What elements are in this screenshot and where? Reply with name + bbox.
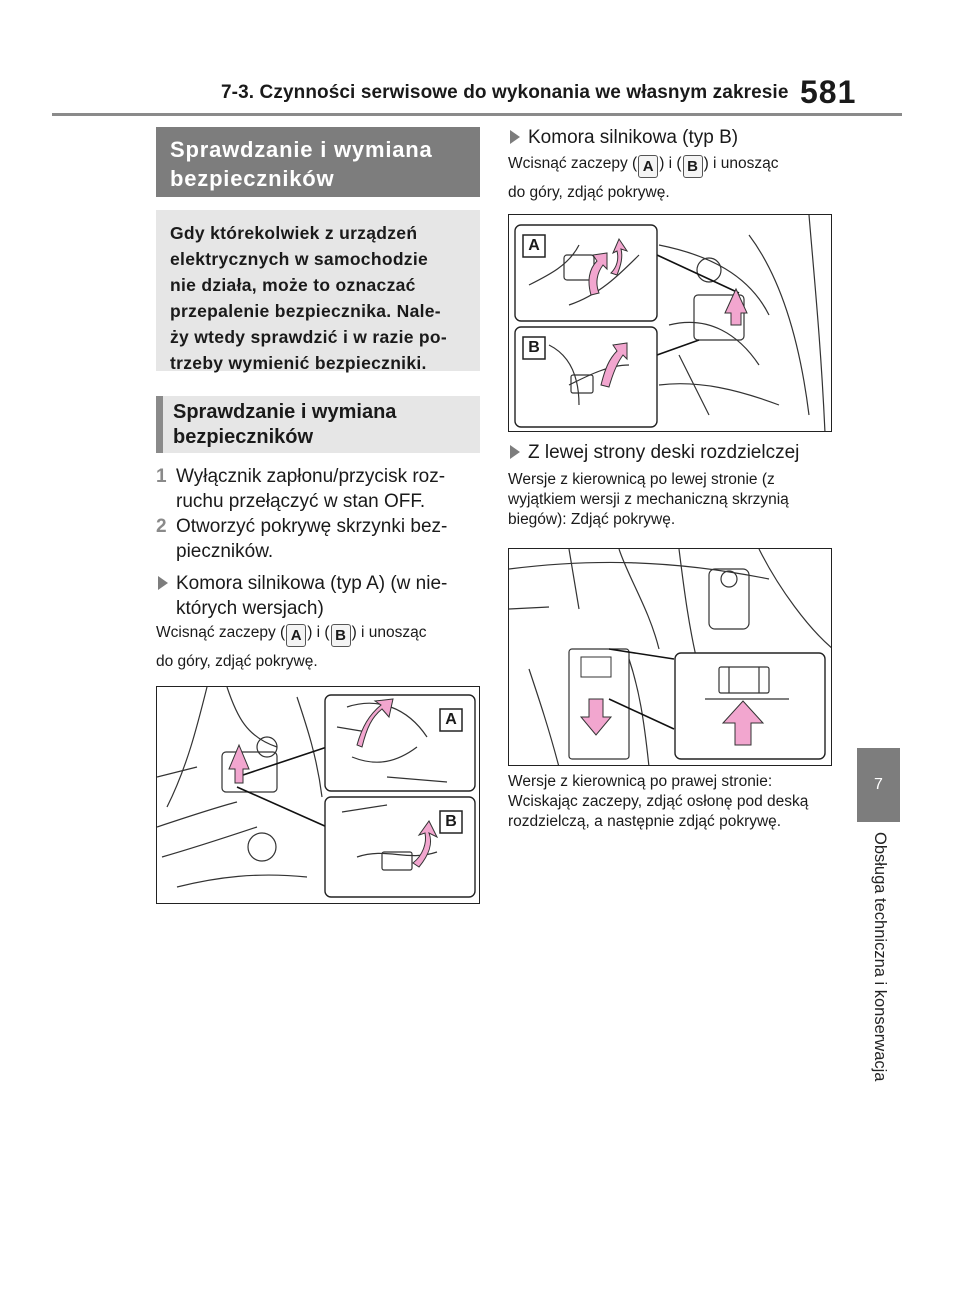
figure-label-b: B	[445, 813, 457, 830]
instruction-text: Wcisnąć zaczepy (	[156, 624, 286, 641]
step-2	[156, 514, 486, 564]
instruction-text: Wcisnąć zaczepy (	[508, 155, 638, 172]
info-box	[156, 210, 480, 371]
figure-engine-type-b	[508, 214, 832, 432]
info-line: elektrycznych w samochodzie	[170, 249, 429, 269]
instruction-type-b	[508, 149, 838, 207]
info-line: przepalenie bezpiecznika. Nale-	[170, 301, 441, 321]
bullet-triangle-icon	[158, 576, 168, 590]
figure-label-b: B	[528, 339, 540, 356]
chapter-label-text: Obsługa techniczna i konserwacja	[870, 832, 889, 1082]
bullet-triangle-icon	[510, 130, 520, 144]
subsection-heading: Sprawdzanie i wymiana bezpieczników	[156, 396, 480, 453]
instruction-text: do góry, zdjąć pokrywę.	[156, 653, 318, 670]
figure-label-a: A	[528, 237, 540, 254]
step-text: Wyłącznik zapłonu/przycisk roz-ruchu przełączyć w stan OFF.	[176, 466, 446, 512]
info-line: ży wtedy sprawdzić i w razie po-	[170, 327, 448, 347]
info-line: nie działa, może to oznaczać	[170, 275, 416, 295]
step-text: Otworzyć pokrywę skrzynki bez-pieczników.	[176, 516, 448, 562]
section-title: 7-3. Czynności serwisowe do wykonania we własnym zakresie	[221, 82, 789, 103]
figure-label-a: A	[445, 711, 457, 728]
key-b-icon: B	[683, 155, 703, 178]
step-1	[156, 464, 486, 514]
step-number: 1	[156, 466, 167, 487]
key-a-icon: A	[286, 624, 306, 647]
instruction-text: do góry, zdjąć pokrywę.	[508, 184, 670, 201]
lhd-instruction: Wersje z kierownicą po lewej stronie (z wyjątkiem wersji z mechaniczną skrzynią biegów): Zdjąć pokrywę.	[508, 471, 789, 528]
chapter-label	[857, 832, 900, 1132]
instruction-text: ) i unosząc	[703, 155, 779, 172]
bullet-engine-type-a	[156, 571, 486, 621]
engine-illustration	[157, 687, 480, 904]
instruction-text: ) i unosząc	[351, 624, 427, 641]
figure-dashboard	[508, 548, 832, 766]
instruction-text: ) i (	[307, 624, 330, 641]
step-number: 2	[156, 516, 167, 537]
rhd-instruction: Wersje z kierownicą po prawej stronie: Wciskając zaczepy, zdjąć osłonę pod deską rozdzielczą, a następnie zdjąć pokrywę.	[508, 773, 809, 830]
instruction-text: ) i (	[659, 155, 682, 172]
info-line: Gdy którekolwiek z urządzeń	[170, 223, 418, 243]
info-line: trzeby wymienić bezpieczniki.	[170, 353, 427, 373]
engine-illustration	[509, 215, 832, 432]
page-number: 581	[800, 74, 857, 110]
bullet-text: Komora silnikowa (typ B)	[528, 127, 739, 148]
bullet-engine-type-b	[508, 125, 838, 150]
key-a-icon: A	[638, 155, 658, 178]
key-b-icon: B	[331, 624, 351, 647]
figure-engine-type-a	[156, 686, 480, 904]
bullet-text: Z lewej strony deski rozdzielczej	[528, 442, 800, 463]
bullet-text: Komora silnikowa (typ A) (w nie-których wersjach)	[176, 573, 448, 619]
bullet-dashboard-left	[508, 440, 838, 465]
instruction-type-a	[156, 618, 486, 676]
chapter-tab: 7	[857, 748, 900, 822]
header-divider	[52, 113, 902, 116]
bullet-triangle-icon	[510, 445, 520, 459]
section-banner: Sprawdzanie i wymiana bezpieczników	[156, 127, 480, 197]
dashboard-illustration	[509, 549, 832, 766]
